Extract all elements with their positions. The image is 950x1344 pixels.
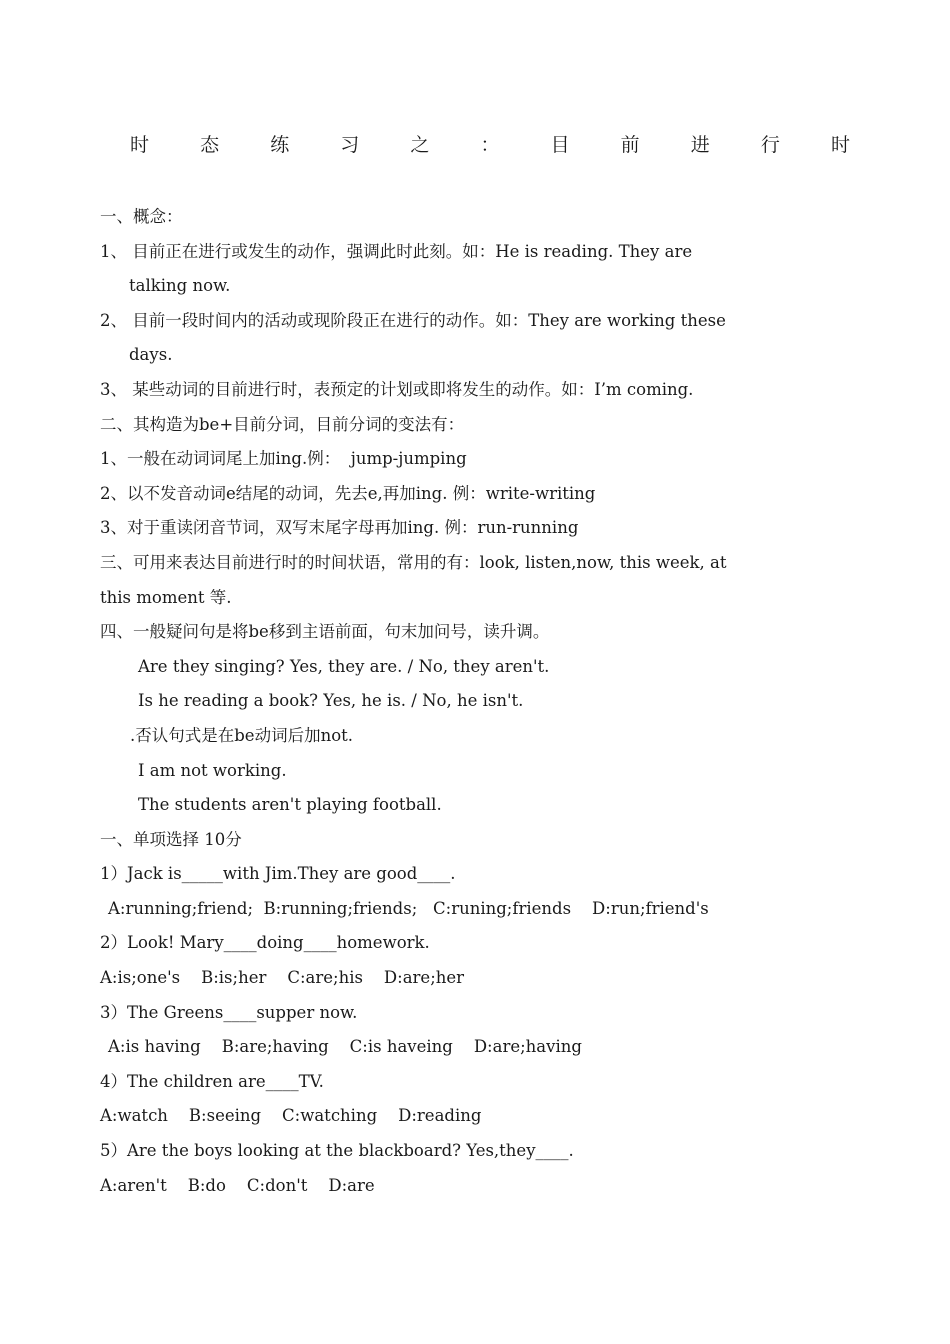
options-line: A:aren't B:do C:don't D:are xyxy=(100,1175,375,1195)
question-line: 3）The Greens____supper now. xyxy=(100,1002,358,1022)
question-line: 2）Look! Mary____doing____homework. xyxy=(100,933,430,953)
paragraph-line: 3、对于重读闭音节词，双写末尾字母再加ing. 例：run-running xyxy=(100,518,579,538)
title-char: 练 xyxy=(270,134,290,156)
question-line: 5）Are the boys looking at the blackboard? Yes,they____. xyxy=(100,1141,574,1161)
options-line: A:is;one's B:is;her C:are;his D:are;her xyxy=(100,968,465,988)
title-char: 前 xyxy=(620,134,640,156)
section-heading: 二、其构造为be+目前分词，目前分词的变法有： xyxy=(100,414,465,434)
example-line: I am not working. xyxy=(138,760,287,780)
paragraph-line: this moment 等. xyxy=(100,587,232,607)
example-line: Is he reading a book? Yes, he is. / No, he isn't. xyxy=(138,691,524,711)
paragraph-line: talking now. xyxy=(129,276,231,296)
section-heading: 一、概念： xyxy=(100,207,183,226)
paragraph-line: 3、 某些动词的目前进行时，表预定的计划或即将发生的动作。如：I’m coming. xyxy=(100,379,694,399)
document-body xyxy=(100,200,850,1203)
section-heading: 三、可用来表达目前进行时的时间状语，常用的有：look, listen,now, this week, at xyxy=(100,552,727,572)
title-char: 时 xyxy=(130,134,150,156)
options-line: A:watch B:seeing C:watching D:reading xyxy=(100,1106,482,1126)
paragraph-line: 2、以不发音动词e结尾的动词，先去e,再加ing. 例：write-writing xyxy=(100,483,596,503)
question-line: 4）The children are____TV. xyxy=(100,1071,324,1091)
title-char: 进 xyxy=(690,134,710,156)
section-heading: 四、一般疑问句是将be移到主语前面，句末加问号，读升调。 xyxy=(100,622,550,642)
paragraph-line: days. xyxy=(129,345,173,365)
example-line: The students aren't playing football. xyxy=(138,795,442,815)
title-char: ： xyxy=(480,134,500,156)
page-title xyxy=(130,130,850,157)
paragraph-line: 1、 目前正在进行或发生的动作，强调此时此刻。如：He is reading. They are xyxy=(100,241,693,261)
question-line: 1）Jack is_____with Jim.They are good____. xyxy=(100,864,456,884)
paragraph-line: .否认句式是在be动词后加not. xyxy=(130,725,354,745)
example-line: Are they singing? Yes, they are. / No, they aren't. xyxy=(138,656,550,676)
options-line: A:running;friend; B:running;friends; C:runing;friends D:run;friend's xyxy=(108,898,709,918)
title-char: 之 xyxy=(410,134,430,156)
title-char: 态 xyxy=(200,134,220,156)
title-char: 习 xyxy=(340,134,360,156)
paragraph-line: 2、 目前一段时间内的活动或现阶段正在进行的动作。如：They are working these xyxy=(100,310,726,330)
exercise-heading: 一、单项选择 10分 xyxy=(100,829,242,849)
paragraph-line: 1、一般在动词词尾上加ing.例： jump-jumping xyxy=(100,449,467,469)
title-char: 目 xyxy=(550,134,570,156)
title-char: 时 xyxy=(830,134,850,156)
options-line: A:is having B:are;having C:is haveing D:are;having xyxy=(108,1037,582,1057)
title-char: 行 xyxy=(760,134,780,156)
